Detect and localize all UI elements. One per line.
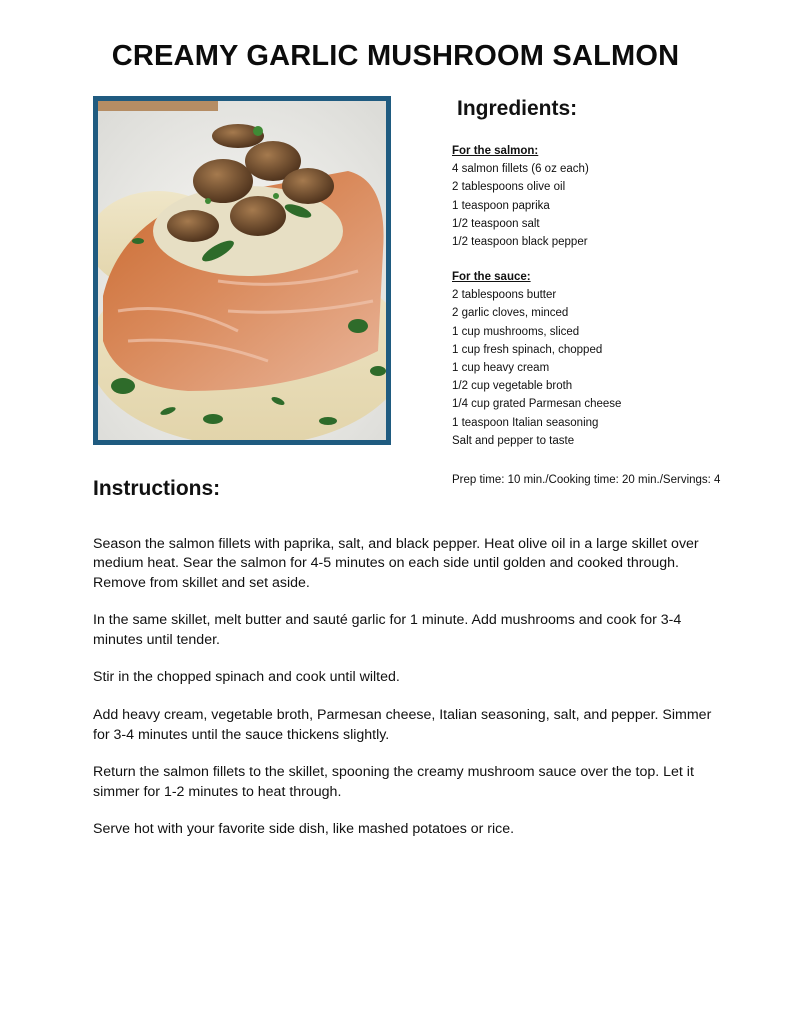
instruction-step: In the same skillet, melt butter and sauté garlic for 1 minute. Add mushrooms and cook for 3-4 minutes until tender. [93, 612, 682, 648]
ingredients-salmon-section [452, 142, 589, 251]
section-title-sauce: For the sauce: [452, 271, 531, 283]
ingredient-item: 1/2 cup vegetable broth [452, 380, 573, 393]
ingredient-item: 2 tablespoons butter [452, 289, 557, 302]
instruction-step: Season the salmon fillets with paprika, salt, and black pepper. Heat olive oil in a large skillet over medium heat. Sear the salmon for 4-5 minutes on each side until golden and cooked through. Remove from skillet and set aside. [93, 536, 699, 591]
ingredients-heading: Ingredients: [457, 97, 578, 120]
ingredient-item: 1 cup mushrooms, sliced [452, 325, 580, 338]
recipe-meta: Prep time: 10 min./Cooking time: 20 min./Servings: 4 [452, 474, 721, 486]
ingredient-item: 1 cup fresh spinach, chopped [452, 343, 603, 356]
ingredient-item: 1 teaspoon Italian seasoning [452, 416, 599, 429]
ingredient-item: 4 salmon fillets (6 oz each) [452, 163, 589, 176]
ingredient-item: 2 tablespoons olive oil [452, 181, 566, 194]
ingredient-item: Salt and pepper to taste [452, 434, 575, 447]
ingredients-sauce-section [452, 268, 621, 450]
instructions-steps [93, 535, 713, 858]
instruction-step: Return the salmon fillets to the skillet, spooning the creamy mushroom sauce over the top. Let it simmer for 1-2 minutes to heat through. [93, 764, 694, 800]
section-title-salmon: For the salmon: [452, 145, 539, 157]
ingredient-item: 1/2 teaspoon black pepper [452, 236, 588, 249]
instruction-step: Stir in the chopped spinach and cook until wilted. [93, 669, 400, 686]
ingredient-item: 1/2 teaspoon salt [452, 217, 540, 230]
recipe-photo [93, 96, 391, 445]
instruction-step: Add heavy cream, vegetable broth, Parmesan cheese, Italian seasoning, salt, and pepper. Simmer for 3-4 minutes until the sauce thickens slightly. [93, 707, 712, 743]
salmon-dish-image [98, 101, 386, 440]
ingredient-item: 1 teaspoon paprika [452, 199, 550, 212]
ingredient-item: 2 garlic cloves, minced [452, 307, 569, 320]
recipe-title: CREAMY GARLIC MUSHROOM SALMON [111, 40, 680, 72]
instructions-heading: Instructions: [93, 477, 221, 500]
instruction-step: Serve hot with your favorite side dish, like mashed potatoes or rice. [93, 821, 515, 838]
ingredient-item: 1/4 cup grated Parmesan cheese [452, 398, 622, 411]
ingredient-item: 1 cup heavy cream [452, 362, 550, 375]
